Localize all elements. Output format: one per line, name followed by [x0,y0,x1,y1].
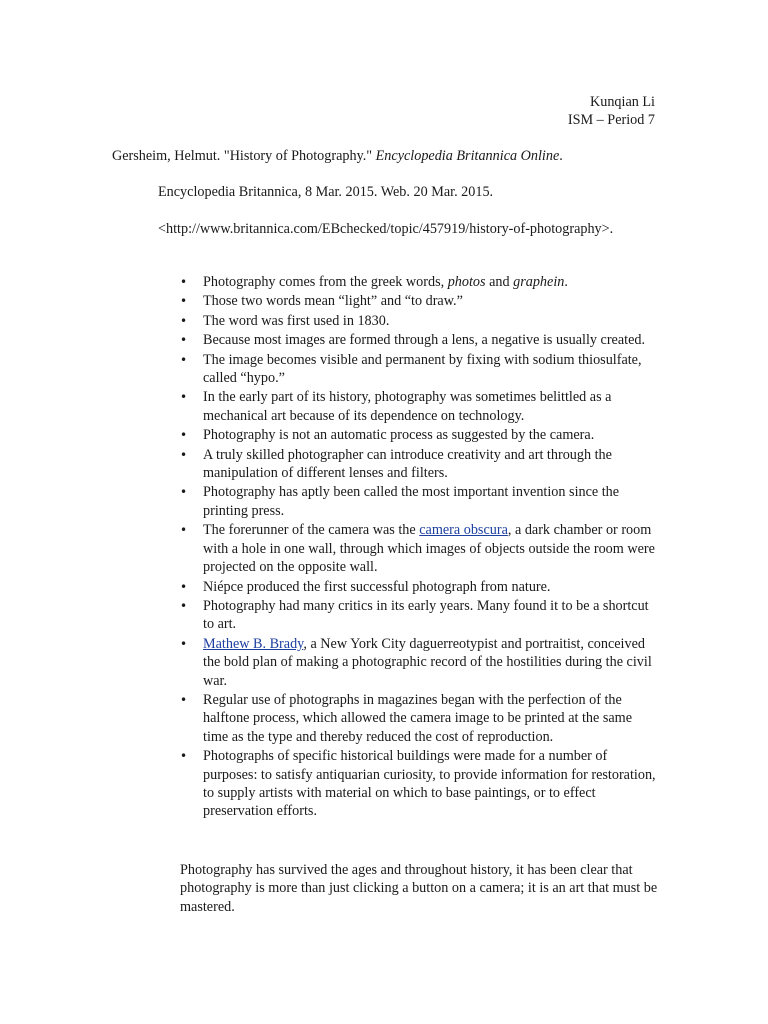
note-text: Photography comes from the greek words, [203,274,448,290]
list-item: • In the early part of its history, photography was sometimes belittled as a mechanical art because of its dependence on technology. [180,388,658,425]
list-item: • Niépce produced the first successful photograph from nature. [180,578,658,596]
list-item: • Photographs of specific historical buildings were made for a number of purposes: to satisfy antiquarian curiosity, to provide information for restoration, to supply artists with material on which to base paintings, or to effect preservation efforts. [180,747,658,821]
list-item: • Photography had many critics in its early years. Many found it to be a shortcut to art. [180,597,658,634]
citation-source-suffix: . [559,148,563,164]
citation-title-line [112,147,672,165]
citation [112,147,672,238]
note-text: and [485,274,514,290]
author-name: Kunqian Li [589,94,655,110]
mathew-brady-link[interactable]: Mathew B. Brady [203,635,304,652]
list-item: • Photography is not an automatic process as suggested by the camera. [180,426,658,444]
list-item: • Regular use of photographs in magazines began with the perfection of the halftone process, which allowed the camera image to be printed at the same time as the type and thereby reduced the cost of reproduction. [180,691,658,746]
notes-list [180,273,658,822]
citation-prefix: Gersheim, Helmut. "History of Photography." [112,148,376,164]
note-text: , a dark chamber or room with a hole in one wall, through which images of objects outside the room were projected on the opposite wall. [203,522,655,576]
conclusion-paragraph: Photography has survived the ages and throughout history, it has been clear that photography is more than just clicking a button on a camera; it is an art that must be mastered. [180,862,658,915]
note-text: . [564,274,568,290]
list-item: • A truly skilled photographer can introduce creativity and art through the manipulation of different lenses and filters. [180,446,658,483]
list-item: • Those two words mean “light” and “to draw.” [180,292,658,310]
list-item [180,273,658,291]
list-item: • The word was first used in 1830. [180,312,658,330]
note-text: , a New York City daguerreotypist and portraitist, conceived the bold plan of making a photographic record of the hostilities during the civil war. [203,635,652,689]
note-text: The forerunner of the camera was the [203,522,420,539]
list-item [180,521,658,576]
citation-source-title: Encyclopedia Britannica Online [375,148,560,164]
class-period: ISM – Period 7 [567,112,655,129]
note-italic-word: graphein [513,274,565,290]
list-item: • Photography has aptly been called the most important invention since the printing press. [180,483,658,520]
list-item: • The image becomes visible and permanent by fixing with sodium thiosulfate, called “hypo.” [180,351,658,388]
note-italic-word: photos [447,274,486,290]
author-header [568,93,655,130]
list-item: • Because most images are formed through a lens, a negative is usually created. [180,331,658,349]
list-item [180,635,658,690]
citation-url: <http://www.britannica.com/EBchecked/topic/457919/history-of-photography>. [158,220,614,237]
citation-publisher-line: Encyclopedia Britannica, 8 Mar. 2015. Web. 20 Mar. 2015. [158,184,494,201]
camera-obscura-link[interactable]: camera obscura [419,522,508,539]
